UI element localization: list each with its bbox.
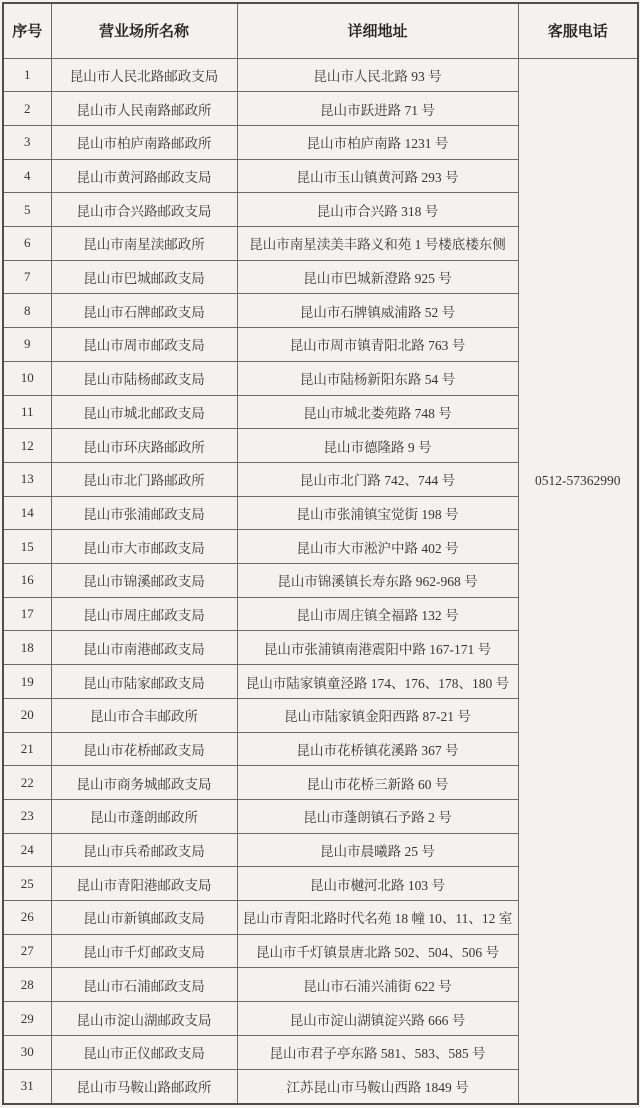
cell-address: 昆山市君子亭东路 581、583、585 号: [237, 1035, 518, 1069]
cell-address: 昆山市周市镇青阳北路 763 号: [237, 328, 518, 362]
cell-name: 昆山市北门路邮政所: [51, 462, 237, 496]
cell-no: 22: [3, 766, 51, 800]
cell-no: 19: [3, 665, 51, 699]
cell-address: 昆山市花桥三新路 60 号: [237, 766, 518, 800]
cell-address: 昆山市樾河北路 103 号: [237, 867, 518, 901]
cell-name: 昆山市陆家邮政支局: [51, 665, 237, 699]
cell-address: 昆山市玉山镇黄河路 293 号: [237, 159, 518, 193]
cell-no: 30: [3, 1035, 51, 1069]
cell-name: 昆山市合兴路邮政支局: [51, 193, 237, 227]
cell-name: 昆山市张浦邮政支局: [51, 496, 237, 530]
cell-name: 昆山市石浦邮政支局: [51, 968, 237, 1002]
cell-address: 昆山市陆家镇童泾路 174、176、178、180 号: [237, 665, 518, 699]
column-header-name: 营业场所名称: [51, 3, 237, 58]
cell-address: 昆山市陆杨新阳东路 54 号: [237, 361, 518, 395]
cell-name: 昆山市环庆路邮政所: [51, 429, 237, 463]
cell-name: 昆山市柏庐南路邮政所: [51, 125, 237, 159]
cell-name: 昆山市花桥邮政支局: [51, 732, 237, 766]
cell-name: 昆山市周市邮政支局: [51, 328, 237, 362]
column-header-address: 详细地址: [237, 3, 518, 58]
cell-address: 昆山市柏庐南路 1231 号: [237, 125, 518, 159]
cell-no: 2: [3, 92, 51, 126]
cell-name: 昆山市周庄邮政支局: [51, 597, 237, 631]
cell-no: 16: [3, 564, 51, 598]
cell-no: 6: [3, 227, 51, 261]
cell-address: 昆山市锦溪镇长寿东路 962-968 号: [237, 564, 518, 598]
table-body: [3, 58, 638, 1104]
cell-no: 23: [3, 799, 51, 833]
cell-address: 昆山市大市淞沪中路 402 号: [237, 530, 518, 564]
cell-no: 20: [3, 698, 51, 732]
cell-name: 昆山市陆杨邮政支局: [51, 361, 237, 395]
cell-name: 昆山市蓬朗邮政所: [51, 799, 237, 833]
cell-no: 26: [3, 901, 51, 935]
cell-name: 昆山市石牌邮政支局: [51, 294, 237, 328]
cell-no: 25: [3, 867, 51, 901]
cell-no: 9: [3, 328, 51, 362]
cell-no: 4: [3, 159, 51, 193]
cell-address: 昆山市陆家镇金阳西路 87-21 号: [237, 698, 518, 732]
cell-no: 1: [3, 58, 51, 92]
cell-name: 昆山市兵希邮政支局: [51, 833, 237, 867]
phone-number: 0512-57362990: [535, 472, 621, 488]
cell-address: 江苏昆山市马鞍山西路 1849 号: [237, 1069, 518, 1104]
cell-name: 昆山市千灯邮政支局: [51, 934, 237, 968]
cell-address: 昆山市巴城新澄路 925 号: [237, 260, 518, 294]
header-row: [3, 3, 638, 58]
cell-address: 昆山市淀山湖镇淀兴路 666 号: [237, 1002, 518, 1036]
cell-no: 29: [3, 1002, 51, 1036]
cell-no: 13: [3, 462, 51, 496]
cell-no: 7: [3, 260, 51, 294]
table-header: [3, 3, 638, 58]
cell-no: 8: [3, 294, 51, 328]
cell-address: 昆山市石牌镇威浦路 52 号: [237, 294, 518, 328]
cell-no: 11: [3, 395, 51, 429]
cell-address: 昆山市蓬朗镇石予路 2 号: [237, 799, 518, 833]
column-header-phone: 客服电话: [518, 3, 638, 58]
cell-address: 昆山市周庄镇全福路 132 号: [237, 597, 518, 631]
cell-no: 31: [3, 1069, 51, 1104]
phone-cell: [518, 58, 638, 1104]
cell-no: 21: [3, 732, 51, 766]
cell-no: 5: [3, 193, 51, 227]
cell-address: 昆山市张浦镇南港震阳中路 167-171 号: [237, 631, 518, 665]
cell-address: 昆山市合兴路 318 号: [237, 193, 518, 227]
cell-name: 昆山市南星渎邮政所: [51, 227, 237, 261]
cell-name: 昆山市马鞍山路邮政所: [51, 1069, 237, 1104]
cell-name: 昆山市合丰邮政所: [51, 698, 237, 732]
branch-table: [2, 2, 639, 1105]
cell-name: 昆山市人民北路邮政支局: [51, 58, 237, 92]
cell-name: 昆山市正仪邮政支局: [51, 1035, 237, 1069]
table-row: [3, 58, 638, 92]
cell-no: 18: [3, 631, 51, 665]
cell-address: 昆山市石浦兴浦街 622 号: [237, 968, 518, 1002]
cell-address: 昆山市晨曦路 25 号: [237, 833, 518, 867]
cell-address: 昆山市人民北路 93 号: [237, 58, 518, 92]
cell-name: 昆山市巴城邮政支局: [51, 260, 237, 294]
cell-name: 昆山市大市邮政支局: [51, 530, 237, 564]
column-header-no: 序号: [3, 3, 51, 58]
cell-name: 昆山市淀山湖邮政支局: [51, 1002, 237, 1036]
cell-address: 昆山市城北娄苑路 748 号: [237, 395, 518, 429]
cell-name: 昆山市商务城邮政支局: [51, 766, 237, 800]
cell-address: 昆山市北门路 742、744 号: [237, 462, 518, 496]
cell-no: 17: [3, 597, 51, 631]
cell-no: 15: [3, 530, 51, 564]
cell-address: 昆山市千灯镇景唐北路 502、504、506 号: [237, 934, 518, 968]
cell-no: 27: [3, 934, 51, 968]
cell-name: 昆山市青阳港邮政支局: [51, 867, 237, 901]
cell-address: 昆山市花桥镇花溪路 367 号: [237, 732, 518, 766]
cell-address: 昆山市青阳北路时代名苑 18 幢 10、11、12 室: [237, 901, 518, 935]
cell-address: 昆山市南星渎美丰路义和苑 1 号楼底楼东侧: [237, 227, 518, 261]
cell-name: 昆山市南港邮政支局: [51, 631, 237, 665]
cell-address: 昆山市跃进路 71 号: [237, 92, 518, 126]
cell-no: 3: [3, 125, 51, 159]
cell-name: 昆山市锦溪邮政支局: [51, 564, 237, 598]
cell-name: 昆山市人民南路邮政所: [51, 92, 237, 126]
cell-name: 昆山市城北邮政支局: [51, 395, 237, 429]
cell-address: 昆山市张浦镇宝觉街 198 号: [237, 496, 518, 530]
cell-no: 24: [3, 833, 51, 867]
cell-name: 昆山市黄河路邮政支局: [51, 159, 237, 193]
cell-address: 昆山市德隆路 9 号: [237, 429, 518, 463]
cell-no: 10: [3, 361, 51, 395]
cell-no: 14: [3, 496, 51, 530]
cell-no: 28: [3, 968, 51, 1002]
cell-name: 昆山市新镇邮政支局: [51, 901, 237, 935]
cell-no: 12: [3, 429, 51, 463]
